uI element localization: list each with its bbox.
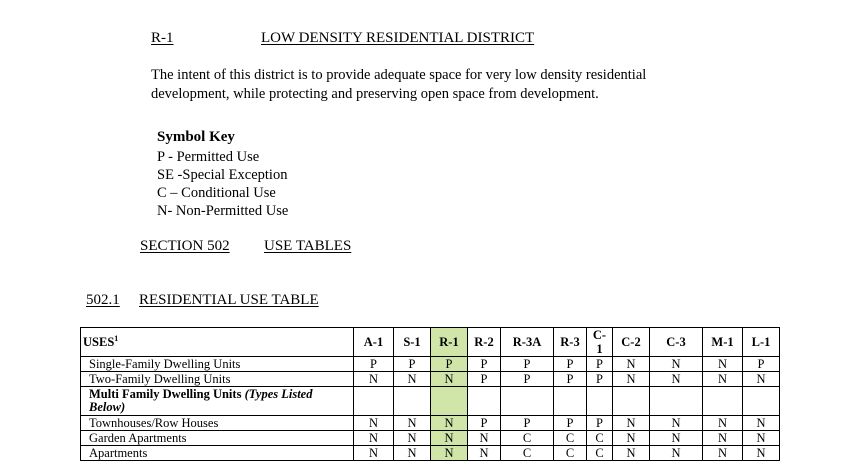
table-cell: P xyxy=(431,357,468,372)
residential-use-table xyxy=(80,327,780,461)
table-cell: N xyxy=(613,431,650,446)
use-label: Single-Family Dwelling Units xyxy=(81,357,354,372)
table-row xyxy=(81,431,780,446)
table-cell: N xyxy=(354,446,394,461)
table-cell: N xyxy=(650,372,703,387)
table-cell xyxy=(587,387,613,416)
intent-line-2: development, while protecting and preserving open space from development. xyxy=(151,86,599,102)
table-cell: P xyxy=(468,357,501,372)
table-cell: P xyxy=(587,416,613,431)
table-cell: N xyxy=(354,431,394,446)
intent-line-1: The intent of this district is to provide adequate space for very low density residential xyxy=(151,67,647,83)
use-label: Two-Family Dwelling Units xyxy=(81,372,354,387)
table-cell: N xyxy=(650,416,703,431)
table-cell: P xyxy=(468,372,501,387)
column-header: L-1 xyxy=(743,328,780,357)
table-cell: C xyxy=(554,446,587,461)
use-label: Garden Apartments xyxy=(81,431,354,446)
table-cell: N xyxy=(703,372,743,387)
table-cell: C xyxy=(587,446,613,461)
column-header: S-1 xyxy=(394,328,431,357)
table-cell xyxy=(468,387,501,416)
table-cell: N xyxy=(613,446,650,461)
district-title: LOW DENSITY RESIDENTIAL DISTRICT xyxy=(261,30,535,46)
table-cell: N xyxy=(743,372,780,387)
table-cell: N xyxy=(613,357,650,372)
use-label: Apartments xyxy=(81,446,354,461)
table-cell: P xyxy=(554,416,587,431)
column-header: C-3 xyxy=(650,328,703,357)
symbol-key-item: C – Conditional Use xyxy=(157,185,276,201)
symbol-key-item: P - Permitted Use xyxy=(157,149,260,165)
table-row xyxy=(81,372,780,387)
table-cell: N xyxy=(650,431,703,446)
table-cell: P xyxy=(743,357,780,372)
table-cell: P xyxy=(468,416,501,431)
uses-footnote: 1 xyxy=(114,333,119,343)
section-number: SECTION 502 xyxy=(140,238,230,254)
use-label-multi-family: Multi Family Dwelling Units (Types Listed Below) xyxy=(81,387,354,416)
use-label: Townhouses/Row Houses xyxy=(81,416,354,431)
table-cell: N xyxy=(703,357,743,372)
district-code: R-1 xyxy=(151,30,174,46)
symbol-key-item: SE -Special Exception xyxy=(157,167,288,183)
table-cell: N xyxy=(703,431,743,446)
table-cell: N xyxy=(394,416,431,431)
table-cell: P xyxy=(354,357,394,372)
table-cell: P xyxy=(501,416,554,431)
table-cell xyxy=(501,387,554,416)
symbol-key-title: Symbol Key xyxy=(157,129,235,145)
table-row xyxy=(81,357,780,372)
table-cell: P xyxy=(394,357,431,372)
table-cell: N xyxy=(468,431,501,446)
table-cell xyxy=(650,387,703,416)
table-row xyxy=(81,416,780,431)
table-cell: C xyxy=(587,431,613,446)
table-cell: C xyxy=(554,431,587,446)
table-cell xyxy=(394,387,431,416)
table-cell: N xyxy=(703,416,743,431)
column-header: C-2 xyxy=(613,328,650,357)
column-header: R-3A xyxy=(501,328,554,357)
table-cell: N xyxy=(743,416,780,431)
table-cell: N xyxy=(650,446,703,461)
column-header: C-1 xyxy=(587,328,613,357)
table-cell xyxy=(554,387,587,416)
column-header: A-1 xyxy=(354,328,394,357)
table-row xyxy=(81,446,780,461)
table-cell: P xyxy=(554,372,587,387)
table-cell xyxy=(613,387,650,416)
table-cell: N xyxy=(650,357,703,372)
table-cell: N xyxy=(354,416,394,431)
table-cell: N xyxy=(613,372,650,387)
table-cell: N xyxy=(743,446,780,461)
table-cell: N xyxy=(394,372,431,387)
table-cell: C xyxy=(501,446,554,461)
column-header-highlighted: R-1 xyxy=(431,328,468,357)
subsection-title: RESIDENTIAL USE TABLE xyxy=(139,292,319,308)
column-header: R-3 xyxy=(554,328,587,357)
table-cell xyxy=(703,387,743,416)
table-cell: C xyxy=(501,431,554,446)
table-cell: P xyxy=(501,372,554,387)
table-cell: P xyxy=(587,357,613,372)
table-cell: N xyxy=(431,446,468,461)
section-title: USE TABLES xyxy=(264,238,352,254)
table-cell: P xyxy=(501,357,554,372)
table-cell: N xyxy=(613,416,650,431)
subsection-number: 502.1 xyxy=(86,292,120,308)
uses-column-header: USES$^1$ xyxy=(81,328,354,357)
table-cell: N xyxy=(354,372,394,387)
symbol-key-item: N- Non-Permitted Use xyxy=(157,203,289,219)
table-row xyxy=(81,387,780,416)
table-cell: N xyxy=(394,446,431,461)
table-cell: N xyxy=(431,416,468,431)
table-header-row xyxy=(81,328,780,357)
table-cell: P xyxy=(554,357,587,372)
table-cell xyxy=(431,387,468,416)
table-cell: N xyxy=(468,446,501,461)
column-header: M-1 xyxy=(703,328,743,357)
table-cell xyxy=(354,387,394,416)
table-cell: N xyxy=(431,372,468,387)
table-cell: N xyxy=(743,431,780,446)
table-cell: N xyxy=(394,431,431,446)
table-cell: N xyxy=(703,446,743,461)
table-cell: P xyxy=(587,372,613,387)
table-cell: N xyxy=(431,431,468,446)
column-header: R-2 xyxy=(468,328,501,357)
table-cell xyxy=(743,387,780,416)
